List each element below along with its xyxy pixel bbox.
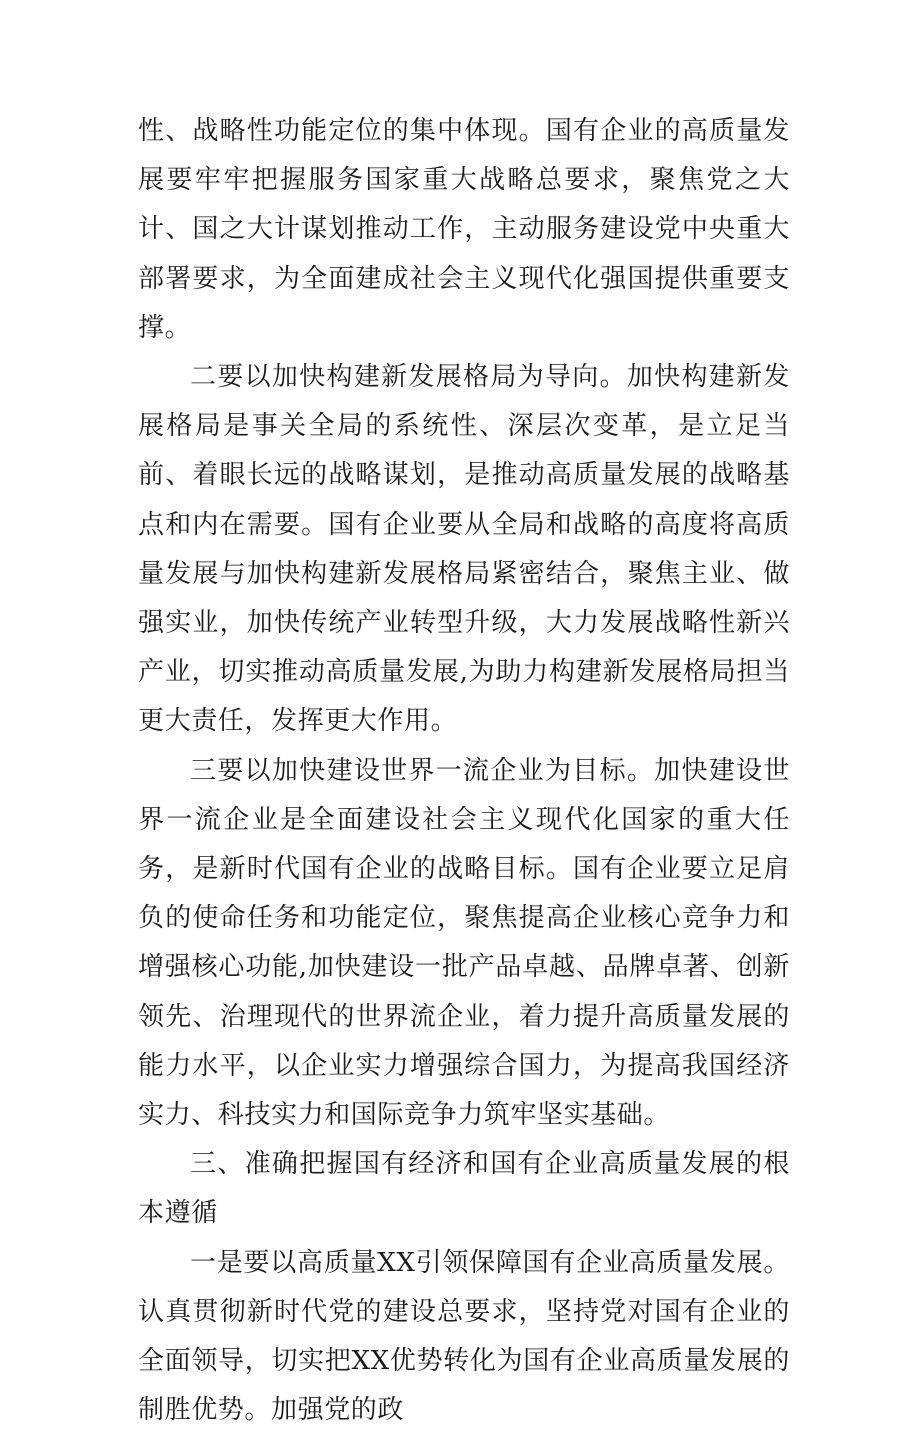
- paragraph-three: 三要以加快建设世界一流企业为目标。加快建设世界一流企业是全面建设社会主义现代化国家的重大任务，是新时代国有企业的战略目标。国有企业要立足肩负的使命任务和功能定位，聚焦提高企业核心竞争力和增强核心功能,加快建设一批产品卓越、品牌卓著、创新领先、治理现代的世界流企业，着力提升高质量发展的能力水平，以企业实力增强综合国力，为提高我国经济实力、科技实力和国际竞争力筑牢坚实基础。: [138, 755, 790, 1131]
- paragraph-continued: 性、战略性功能定位的集中体现。国有企业的高质量发展要牢牢把握服务国家重大战略总要求，聚焦党之大计、国之大计谋划推动工作，主动服务建设党中央重大部署要求，为全面建成社会主义现代化强国提供重要支撑。: [138, 116, 790, 343]
- paragraph-two: 二要以加快构建新发展格局为导向。加快构建新发展格局是事关全局的系统性、深层次变革，是立足当前、着眼长远的战略谋划，是推动高质量发展的战略基点和内在需要。国有企业要从全局和战略的高度将高质量发展与加快构建新发展格局紧密结合，聚焦主业、做强实业，加快传统产业转型升级，大力发展战略性新兴产业，切实推动高质量发展,为助力构建新发展格局担当更大责任，发挥更大作用。: [138, 362, 790, 737]
- section-heading: 三、准确把握国有经济和国有企业高质量发展的根本遵循: [138, 1149, 790, 1229]
- document-body: [138, 107, 790, 1435]
- paragraph-four: 一是要以高质量XX引领保障国有企业高质量发展。认真贯彻新时代党的建设总要求，坚持党对国有企业的全面领导，切实把XX优势转化为国有企业高质量发展的制胜优势。加强党的政: [138, 1247, 790, 1426]
